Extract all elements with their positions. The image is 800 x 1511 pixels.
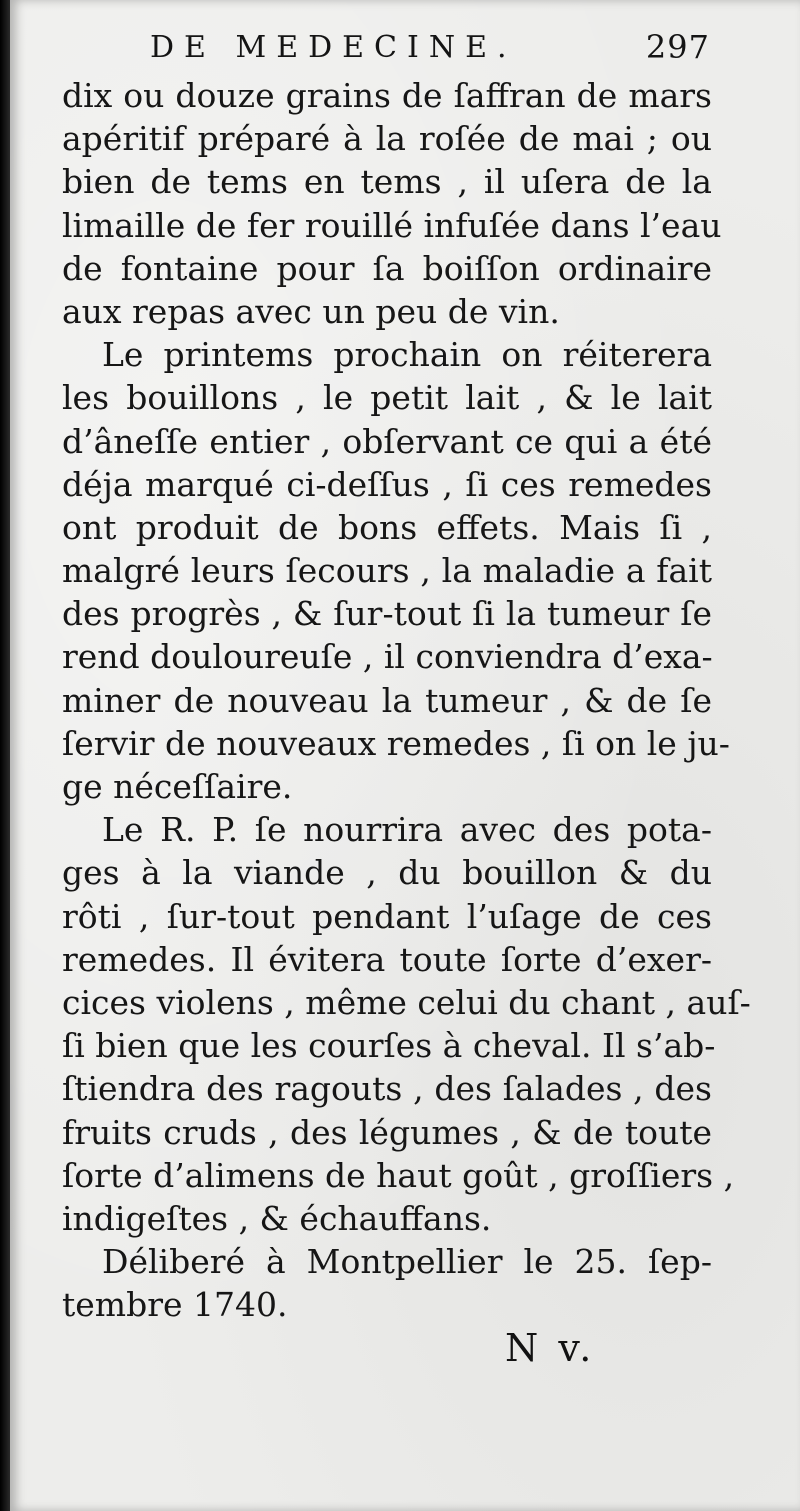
text-line: limaille de fer rouillé infuſée dans l’eau [62, 205, 722, 245]
text-line: miner de nouveau la tumeur , & de ſe [62, 680, 712, 720]
text-line: malgré leurs ſecours , la maladie a fait [62, 551, 712, 591]
text-line: Déliberé à Montpellier le 25. ſep- [102, 1242, 712, 1282]
text-line: dix ou douze grains de ſaffran de mars [62, 76, 712, 115]
text-line: d’âneſſe entier , obſervant ce qui a été [62, 421, 712, 461]
text-line: des progrès , & ſur-tout ſi la tumeur ſe [62, 594, 712, 634]
text-line: ges à la viande , du bouillon & du [62, 853, 712, 893]
running-head-title: DE MEDECINE. [150, 30, 517, 65]
text-line: tembre 1740. [62, 1285, 288, 1325]
text-line: ſi bien que les courſes à cheval. Il s’ab- [62, 1026, 716, 1066]
text-line: Le R. P. ſe nourrira avec des pota- [102, 810, 712, 850]
text-line: cices violens , même celui du chant , auſ- [62, 982, 751, 1022]
paragraph-3 [62, 808, 751, 1240]
paragraph-1 [62, 74, 722, 333]
page-number: 297 [645, 28, 710, 66]
paragraph-4 [62, 1240, 712, 1326]
paragraph-2 [62, 333, 730, 808]
running-head [150, 26, 710, 74]
text-line: les bouillons , le petit lait , & le lait [62, 378, 712, 418]
body-text [62, 74, 751, 1326]
text-line: ſorte d’alimens de haut goût , groſſiers , [62, 1155, 735, 1195]
text-line: rend douloureuſe , il conviendra d’exa- [62, 637, 713, 677]
signature-mark: N v. [505, 1326, 596, 1370]
text-line: Le printems prochain on réiterera [102, 335, 712, 375]
text-line: aux repas avec un peu de vin. [62, 291, 560, 331]
text-line: de fontaine pour ſa boiſſon ordinaire [62, 248, 712, 288]
text-line: déja marqué ci-deſſus , ſi ces remedes [62, 464, 712, 504]
text-line: ſervir de nouveaux remedes , ſi on le ju- [62, 723, 730, 763]
page-gutter-shadow [0, 0, 10, 1511]
text-line: fruits cruds , des légumes , & de toute [62, 1112, 712, 1152]
text-line: ont produit de bons effets. Mais ſi , [62, 507, 712, 547]
text-line: bien de tems en tems , il uſera de la [62, 162, 712, 202]
text-line: rôti , ſur-tout pendant l’uſage de ces [62, 896, 712, 936]
text-line: ſtiendra des ragouts , des ſalades , des [62, 1069, 712, 1109]
text-line: remedes. Il évitera toute ſorte d’exer- [62, 939, 712, 979]
text-line: apéritif préparé à la roſée de mai ; ou [62, 119, 712, 159]
text-line: ge néceſſaire. [62, 767, 293, 806]
text-line: indigeſtes , & échauffans. [62, 1198, 492, 1238]
